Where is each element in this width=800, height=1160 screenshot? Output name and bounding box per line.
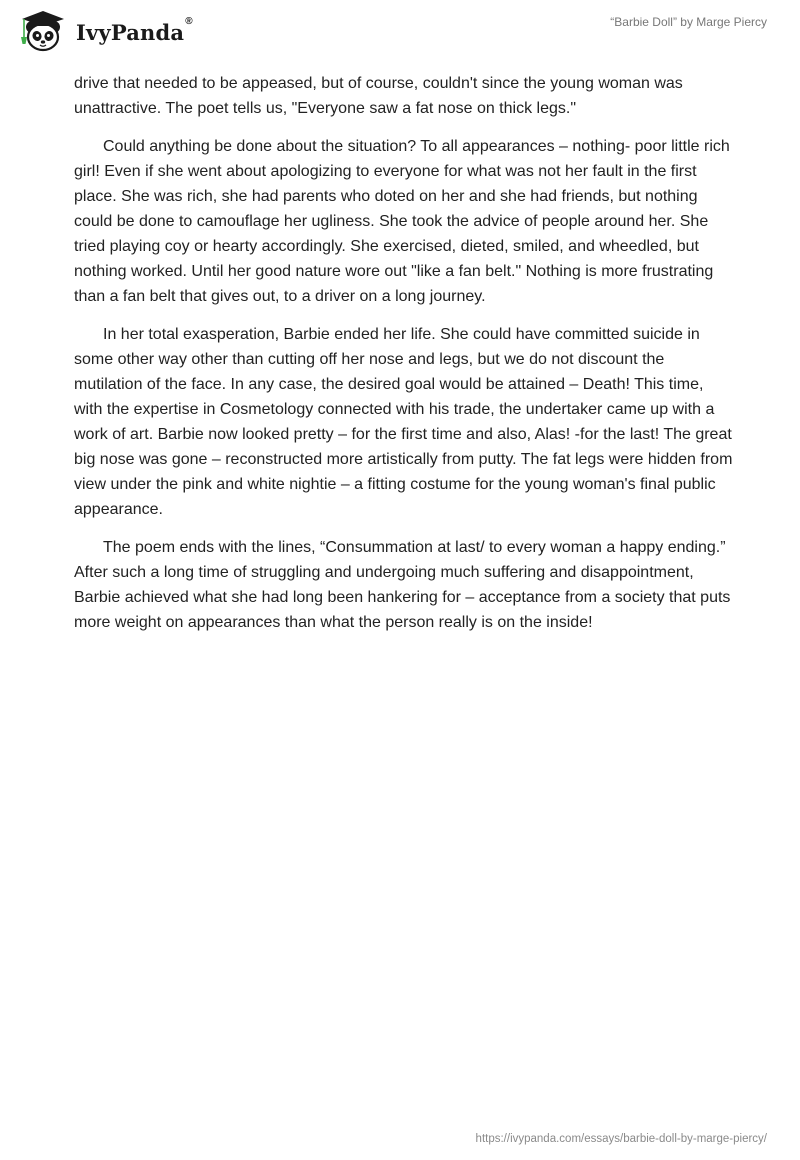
paragraph: The poem ends with the lines, “Consummation at last/ to every woman a happy ending.” After such a long time of struggling and undergoing much suffering and disappointment, Barbie achieved what she had long been hankering for – acceptance from a society that puts more weight on appearances than what the person really is on the inside! xyxy=(74,539,731,631)
running-title: “Barbie Doll” by Marge Piercy xyxy=(610,15,767,29)
paragraph-continued: drive that needed to be appeased, but of course, couldn't since the young woman was unattractive. The poet tells us, "Everyone saw a fat nose on thick legs." xyxy=(74,75,683,117)
paragraph: In her total exasperation, Barbie ended her life. She could have committed suicide in some other way other than cutting off her nose and legs, but we do not discount the mutilation of the face. In any case, the desired goal would be attained – Death! This time, with the expertise in Cosmetology connected with his trade, the undertaker came up with a work of art. Barbie now looked pretty – for the first time and also, Alas! -for the last! The great big nose was gone – reconstructed more artistically from putty. The fat legs were hidden from view under the pink and white nightie – a fitting costume for the young woman's final public appearance. xyxy=(74,326,733,518)
panda-graduate-icon xyxy=(14,8,70,54)
paragraph: Could anything be done about the situation? To all appearances – nothing- poor little rich girl! Even if she went about apologizing to everyone for what was not her fault in the first place. She was rich, she had parents who doted on her and she had friends, but nothing could be done to camouflage her ugliness. She took the advice of people around her. She tried playing coy or hearty accordingly. She exercised, dieted, smiled, and wheedled, but nothing worked. Until her good nature wore out "like a fan belt." Nothing is more frustrating than a fan belt that gives out, to a driver on a long journey. xyxy=(74,138,730,305)
essay-body xyxy=(74,71,734,648)
brand-name: IvyPanda® xyxy=(76,15,193,45)
ivypanda-logo[interactable] xyxy=(14,8,193,54)
source-url[interactable]: https://ivypanda.com/essays/barbie-doll-by-marge-piercy/ xyxy=(475,1133,767,1145)
page-header xyxy=(0,0,800,70)
registered-mark: ® xyxy=(185,15,193,27)
